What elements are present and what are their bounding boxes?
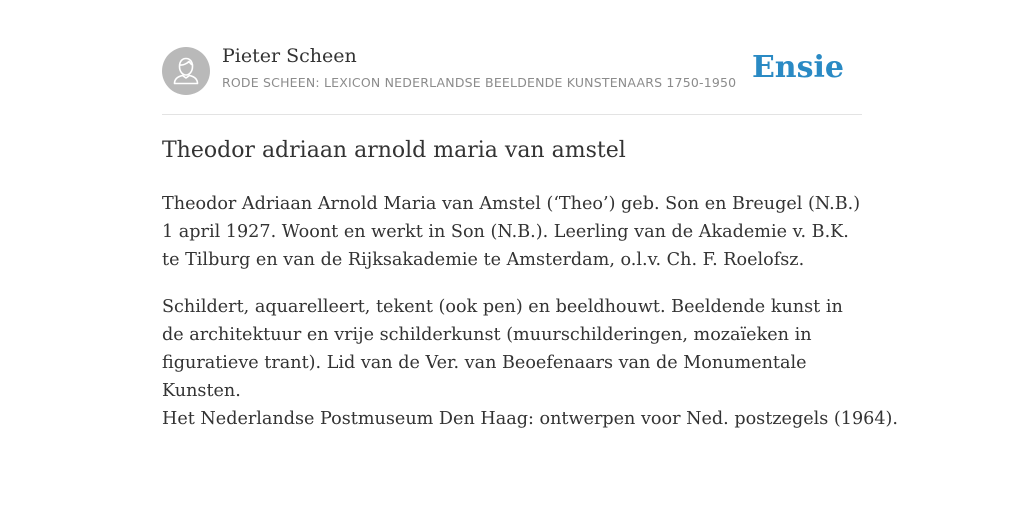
article-paragraph: Theodor Adriaan Arnold Maria van Amstel (‘Theo’) geb. Son en Breugel (N.B.) 1 april 1927. Woont en werkt in Son (N.B.). Leerling van de Akademie v. B.K. te Tilburg en van de Rijksakademie te Amsterdam, o.l.v. Ch. F. Roelofsz. (162, 194, 861, 270)
author-avatar[interactable] (162, 47, 210, 95)
article-paragraph: Het Nederlandse Postmuseum Den Haag: ontwerpen voor Ned. postzegels (1964). (162, 409, 898, 429)
article-title: Theodor adriaan arnold maria van amstel (162, 138, 626, 163)
author-name[interactable]: Pieter Scheen (222, 45, 357, 67)
article-paragraph: Schildert, aquarelleert, tekent (ook pen) en beeldhouwt. Beeldende kunst in de architektuur en vrije schilderkunst (muurschilderingen, mozaïeken in figuratieve trant). Lid van de Ver. van Beoefenaars van de Monumentale Kunsten. (162, 297, 843, 401)
article-header (162, 0, 862, 115)
brand-logo[interactable]: Ensie (751, 50, 844, 85)
article-card (162, 0, 898, 429)
source-title[interactable]: RODE SCHEEN: LEXICON NEDERLANDSE BEELDENDE KUNSTENAARS 1750-1950 (222, 75, 737, 90)
user-icon (162, 47, 210, 95)
